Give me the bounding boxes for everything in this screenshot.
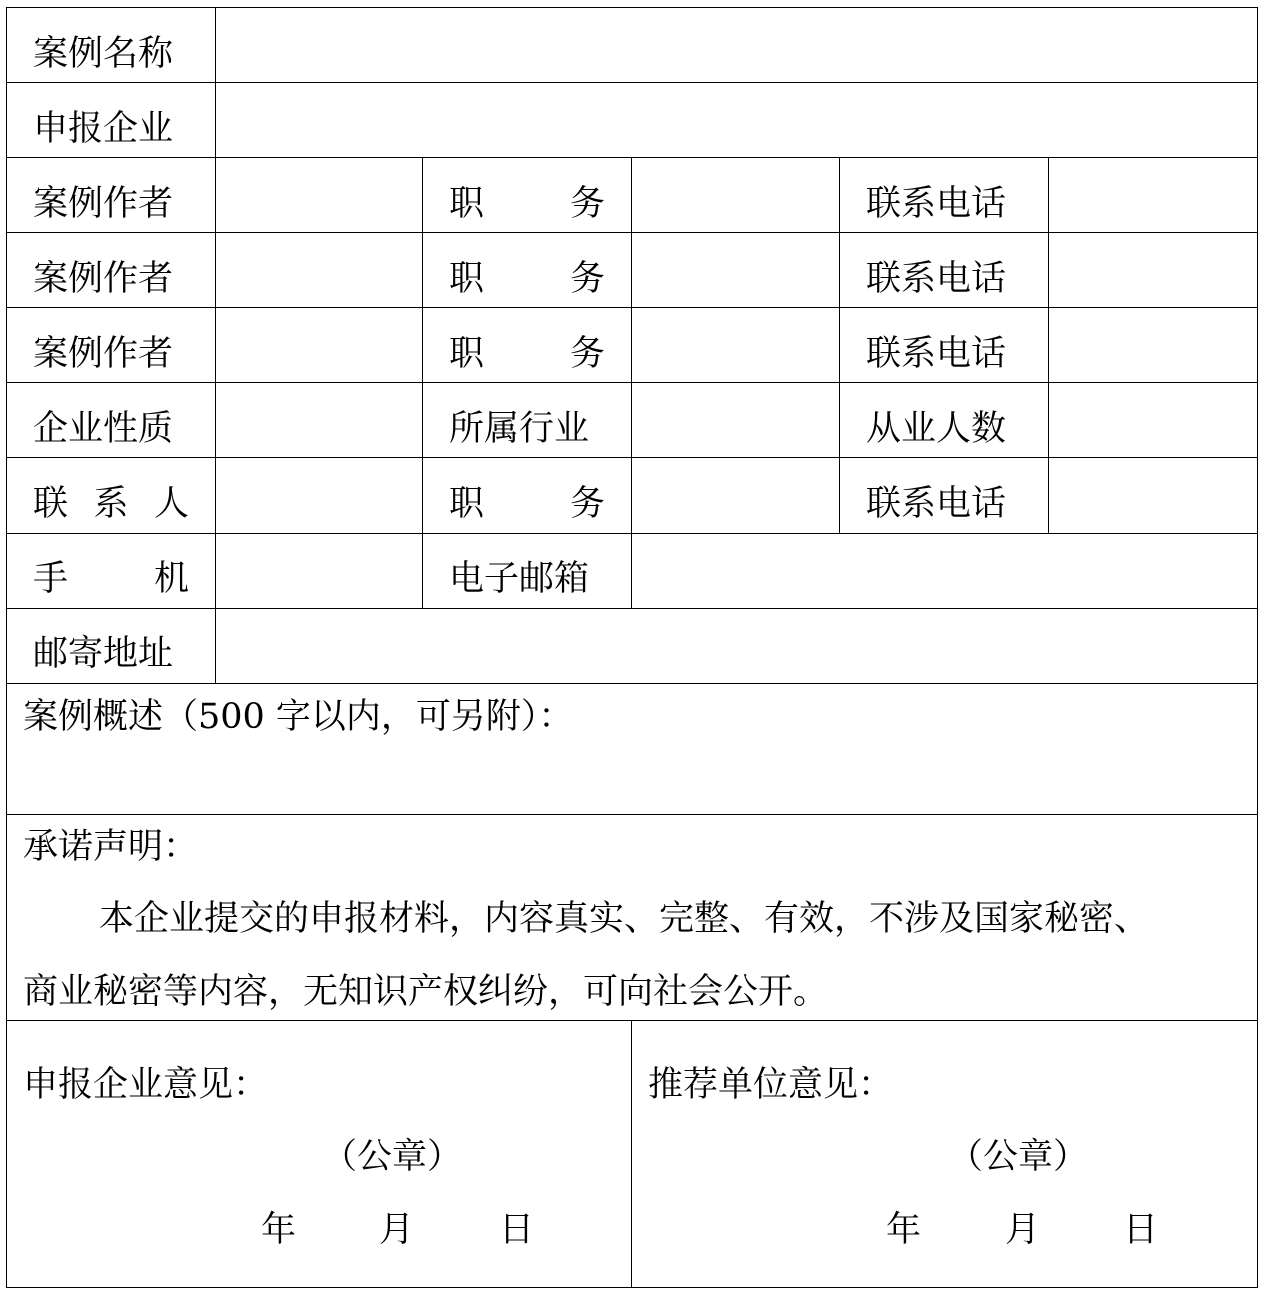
contact-char-1: 联 — [33, 484, 69, 524]
company-seal: （公章） — [322, 1137, 463, 1177]
position-input[interactable] — [632, 158, 839, 232]
row-divider — [6, 814, 1258, 815]
position-char-1: 职 — [449, 184, 485, 224]
position-label — [449, 484, 605, 524]
border-bottom — [6, 1287, 1258, 1288]
author-input[interactable] — [216, 233, 422, 307]
recommender-opinion-title: 推荐单位意见： — [648, 1065, 894, 1105]
email-input[interactable] — [632, 534, 1257, 608]
company-day: 日 — [499, 1210, 535, 1250]
applicant-company-label: 申报企业 — [33, 109, 174, 149]
position-label — [449, 184, 605, 224]
recommender-year: 年 — [886, 1210, 922, 1250]
position-input[interactable] — [632, 458, 839, 533]
phone-input[interactable] — [1049, 233, 1257, 307]
position-char-1: 职 — [449, 334, 485, 374]
position-label — [449, 334, 605, 374]
declaration-body-line-1: 本企业提交的申报材料，内容真实、完整、有效，不涉及国家秘密、 — [99, 899, 1150, 939]
column-divider — [839, 157, 840, 533]
position-char-2: 务 — [569, 484, 605, 524]
author-label: 案例作者 — [33, 184, 174, 224]
author-input[interactable] — [216, 308, 422, 382]
position-char-2: 务 — [569, 184, 605, 224]
address-input[interactable] — [216, 609, 1257, 683]
recommender-day: 日 — [1123, 1210, 1159, 1250]
enterprise-nature-label: 企业性质 — [33, 409, 174, 449]
recommender-opinion-input[interactable] — [632, 1021, 1257, 1287]
application-form — [6, 7, 1258, 1288]
address-label: 邮寄地址 — [33, 634, 174, 674]
mobile-label — [33, 559, 189, 599]
position-input[interactable] — [632, 233, 839, 307]
contact-input[interactable] — [216, 458, 422, 533]
contact-char-2: 系 — [93, 484, 129, 524]
email-label: 电子邮箱 — [449, 559, 590, 599]
declaration-body-line-2: 商业秘密等内容，无知识产权纠纷，可向社会公开。 — [23, 972, 829, 1012]
phone-label: 联系电话 — [866, 334, 1007, 374]
company-opinion-title: 申报企业意见： — [23, 1065, 269, 1105]
contact-label — [33, 484, 189, 524]
declaration-title: 承诺声明： — [23, 827, 199, 867]
phone-label: 联系电话 — [866, 484, 1007, 524]
border-right — [1257, 7, 1258, 1288]
case-name-label: 案例名称 — [33, 34, 174, 74]
contact-char-3: 人 — [153, 484, 189, 524]
recommender-month: 月 — [1005, 1210, 1041, 1250]
position-char-1: 职 — [449, 259, 485, 299]
employees-input[interactable] — [1049, 383, 1257, 457]
company-month: 月 — [379, 1210, 415, 1250]
enterprise-nature-input[interactable] — [216, 383, 422, 457]
summary-label: 案例概述（500 字以内，可另附）： — [23, 697, 574, 737]
phone-input[interactable] — [1049, 158, 1257, 232]
company-year: 年 — [261, 1210, 297, 1250]
case-name-input[interactable] — [216, 8, 1257, 82]
mobile-char-2: 机 — [153, 559, 189, 599]
phone-label: 联系电话 — [866, 259, 1007, 299]
industry-input[interactable] — [632, 383, 839, 457]
company-opinion-input[interactable] — [7, 1021, 631, 1287]
position-char-2: 务 — [569, 259, 605, 299]
industry-label: 所属行业 — [449, 409, 590, 449]
phone-label: 联系电话 — [866, 184, 1007, 224]
applicant-company-input[interactable] — [216, 83, 1257, 157]
author-label: 案例作者 — [33, 334, 174, 374]
position-label — [449, 259, 605, 299]
author-label: 案例作者 — [33, 259, 174, 299]
phone-input[interactable] — [1049, 458, 1257, 533]
column-divider — [422, 157, 423, 608]
recommender-seal: （公章） — [948, 1137, 1089, 1177]
mobile-char-1: 手 — [33, 559, 69, 599]
phone-input[interactable] — [1049, 308, 1257, 382]
mobile-input[interactable] — [216, 534, 422, 608]
summary-input[interactable] — [7, 684, 1257, 814]
author-input[interactable] — [216, 158, 422, 232]
position-input[interactable] — [632, 308, 839, 382]
employees-label: 从业人数 — [866, 409, 1007, 449]
position-char-2: 务 — [569, 334, 605, 374]
position-char-1: 职 — [449, 484, 485, 524]
